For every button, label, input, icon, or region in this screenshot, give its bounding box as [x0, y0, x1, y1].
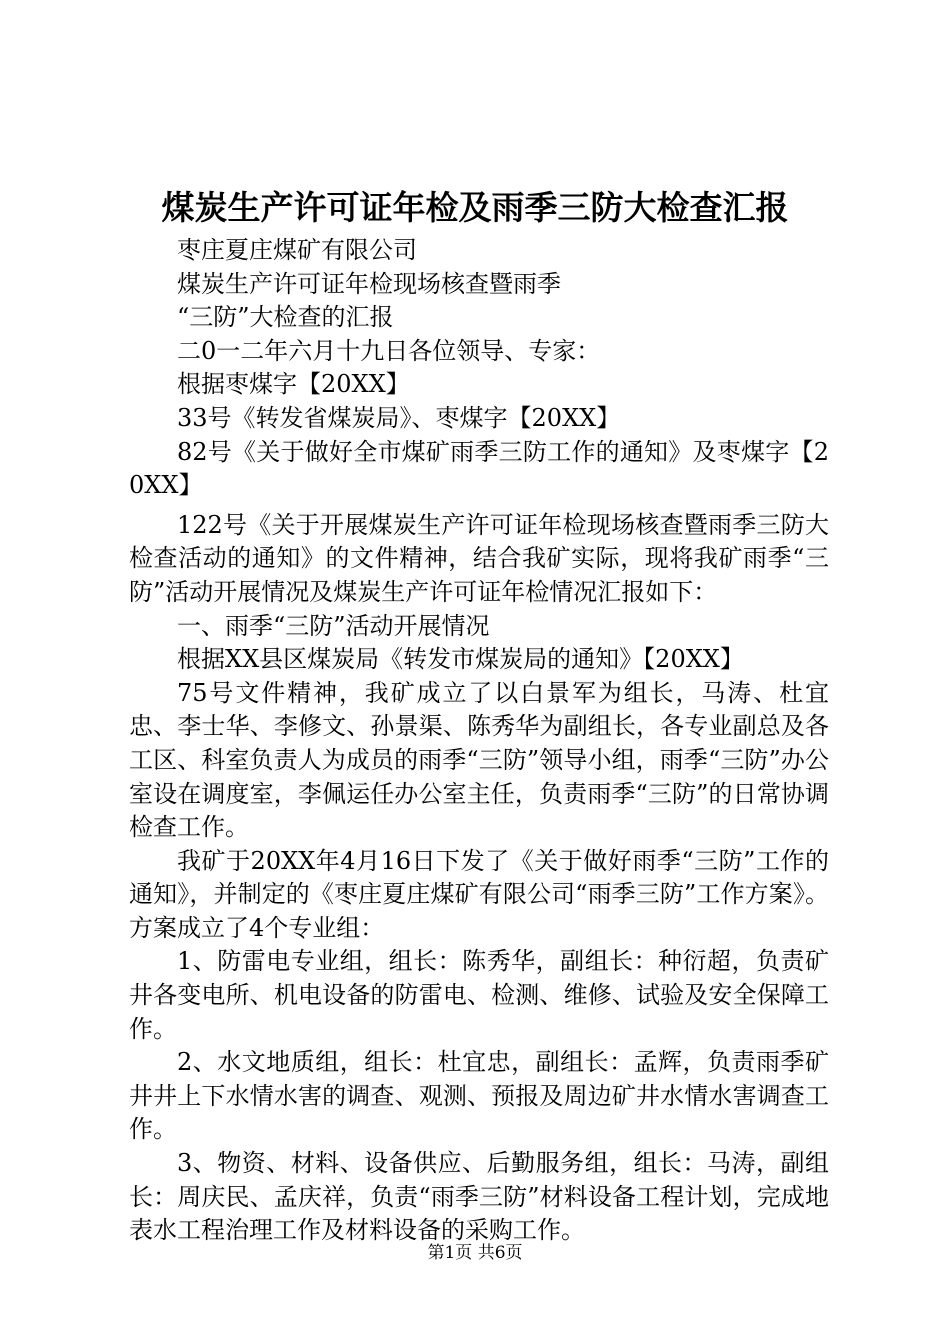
document-title: 煤炭生产许可证年检及雨季三防大检查汇报 — [161, 188, 789, 227]
paragraph-basis-2: 33号《转发省煤炭局》、枣煤字【20XX】 — [177, 403, 621, 432]
paragraph-group-3: 3、物资、材料、设备供应、后勤服务组，组长：马涛，副组长：周庆民、孟庆祥，负责“雨季三防”材料设备工程计划，完成地表水工程治理工作及材料设备的采购工作。 — [129, 1149, 829, 1245]
paragraph-section-basis: 根据XX县区煤炭局《转发市煤炭局的通知》【20XX】 — [177, 645, 744, 674]
page-footer: 第1页 共6页 — [427, 1243, 523, 1263]
paragraph-company: 枣庄夏庄煤矿有限公司 — [177, 236, 417, 264]
paragraph-basis-3: 82号《关于做好全市煤矿雨季三防工作的通知》及枣煤字【20XX】 — [129, 437, 829, 500]
section-heading-1: 一、雨季“三防”活动开展情况 — [177, 611, 490, 640]
paragraph-group-2: 2、水文地质组，组长：杜宜忠，副组长：孟辉，负责雨季矿井井上下水情水害的调查、观测、预报及周边矿井水情水害调查工作。 — [129, 1048, 829, 1144]
paragraph-subtitle-2: “三防”大检查的汇报 — [177, 303, 394, 332]
paragraph-basis-1: 根据枣煤字【20XX】 — [177, 370, 410, 399]
paragraph-group-1: 1、防雷电专业组，组长：陈秀华，副组长：种衍超，负责矿井各变电所、机电设备的防雷电、检测、维修、试验及安全保障工作。 — [129, 947, 829, 1043]
document-body — [129, 234, 829, 1248]
paragraph-intro: 122号《关于开展煤炭生产许可证年检现场核查暨雨季三防大检查活动的通知》的文件精神，结合我矿实际，现将我矿雨季“三防”活动开展情况及煤炭生产许可证年检情况汇报如下： — [129, 510, 829, 606]
paragraph-leadership-group: 75号文件精神，我矿成立了以白景军为组长，马涛、杜宜忠、李士华、李修文、孙景渠、陈秀华为副组长，各专业副总及各工区、科室负责人为成员的雨季“三防”领导小组，雨季“三防”办公室设在调度室，李佩运任办公室主任，负责雨季“三防”的日常协调检查工作。 — [129, 678, 829, 842]
paragraph-subtitle-1: 煤炭生产许可证年检现场核查暨雨季 — [177, 269, 561, 298]
paragraph-notice: 我矿于20XX年4月16日下发了《关于做好雨季“三防”工作的通知》，并制定的《枣庄夏庄煤矿有限公司“雨季三防”工作方案》。方案成立了4个专业组： — [129, 846, 829, 942]
paragraph-date-salutation: 二0一二年六月十九日各位领导、专家： — [177, 336, 601, 365]
